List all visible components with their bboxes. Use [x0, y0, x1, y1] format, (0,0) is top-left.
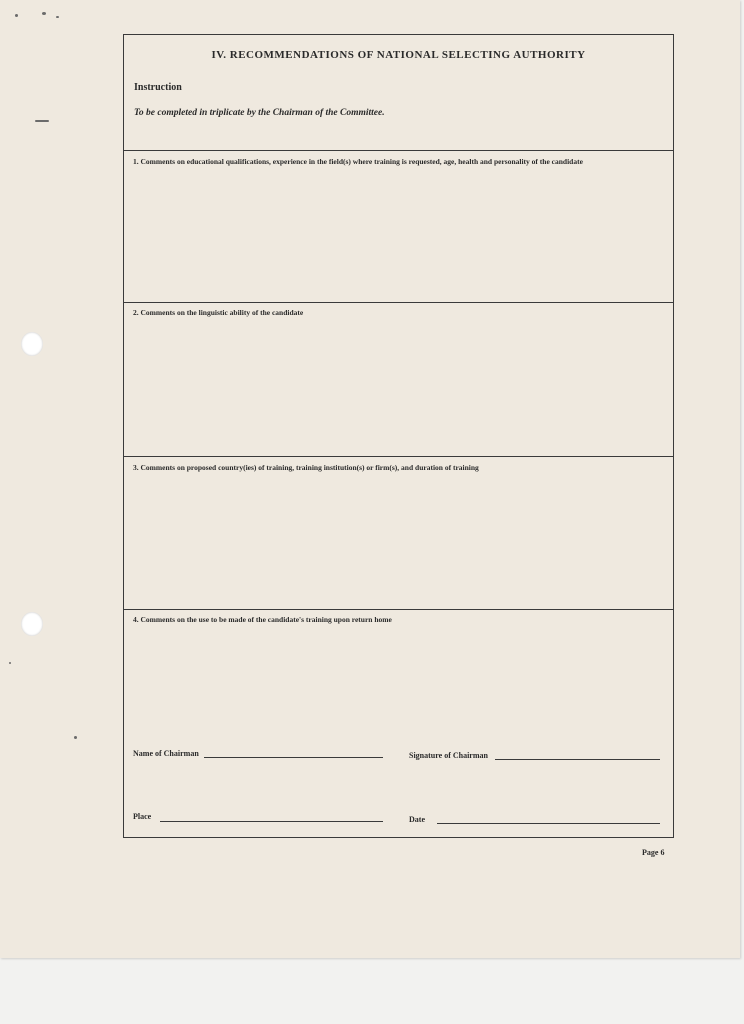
section-divider — [124, 150, 673, 151]
section-divider — [124, 456, 673, 457]
paper-speck — [15, 14, 18, 17]
paper-speck — [42, 12, 46, 15]
instruction-heading: Instruction — [134, 82, 182, 93]
form-title: IV. RECOMMENDATIONS OF NATIONAL SELECTING AUTHORITY — [211, 49, 586, 61]
section-2-label: 2. Comments on the linguistic ability of the candidate — [133, 308, 304, 317]
instruction-text: To be completed in triplicate by the Chairman of the Committee. — [134, 108, 385, 118]
recommendations-form — [123, 34, 674, 838]
signature-of-chairman-line[interactable] — [495, 759, 660, 760]
name-of-chairman-label: Name of Chairman — [133, 749, 199, 758]
place-label: Place — [133, 812, 152, 821]
paper-speck — [56, 16, 59, 18]
section-divider — [124, 609, 673, 610]
section-1-label: 1. Comments on educational qualifications, experience in the field(s) where training is requested, age, health and personality of the candidate — [133, 157, 583, 166]
page-number: Page 6 — [642, 848, 665, 857]
section-divider — [124, 302, 673, 303]
place-line[interactable] — [160, 821, 383, 822]
date-label: Date — [409, 815, 425, 824]
paper-speck — [35, 120, 49, 122]
date-line[interactable] — [437, 823, 660, 824]
punch-hole-top — [21, 332, 43, 356]
paper-speck — [9, 662, 11, 664]
section-4-label: 4. Comments on the use to be made of the candidate's training upon return home — [133, 615, 392, 624]
punch-hole-bottom — [21, 612, 43, 636]
section-3-label: 3. Comments on proposed country(ies) of training, training institution(s) or firm(s), and duration of training — [133, 463, 479, 472]
signature-of-chairman-label: Signature of Chairman — [409, 751, 488, 760]
name-of-chairman-line[interactable] — [204, 757, 383, 758]
paper-speck — [74, 736, 77, 739]
